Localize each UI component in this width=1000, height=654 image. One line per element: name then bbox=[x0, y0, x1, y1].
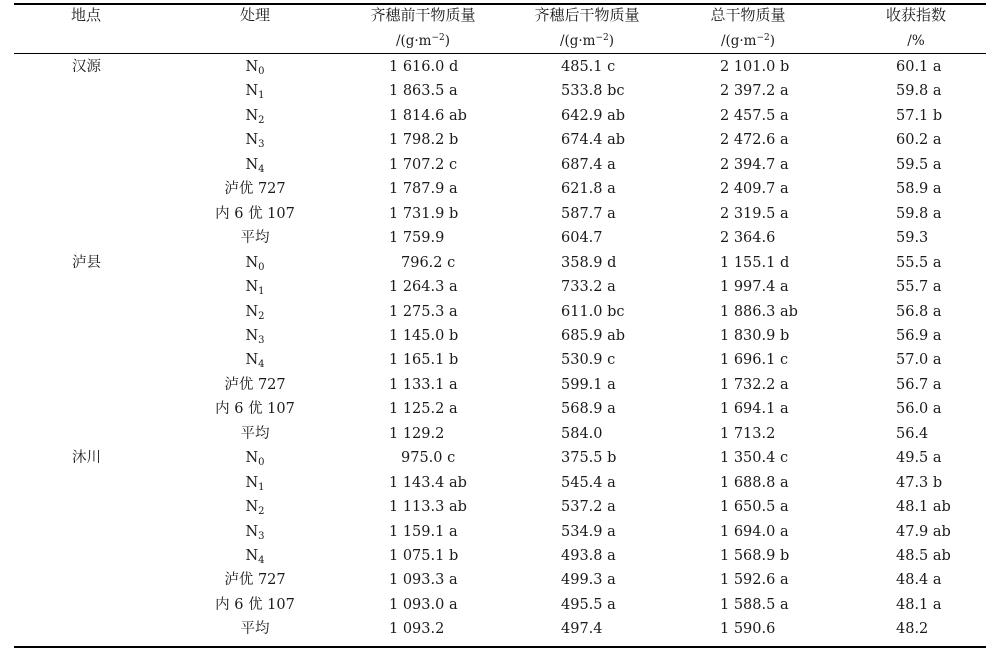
total-value: 1 592.6 a bbox=[720, 572, 789, 589]
post-heading-value: 533.8 bc bbox=[561, 83, 625, 100]
table-bottom-rule bbox=[14, 646, 986, 648]
harvest-index-value: 57.0 a bbox=[896, 352, 942, 369]
post-heading-value: 611.0 bc bbox=[561, 303, 625, 320]
treatment-cell: $N_0$ bbox=[245, 450, 265, 469]
treatment-cell: 泸优 727 bbox=[224, 181, 286, 198]
total-value: 1 886.3 ab bbox=[720, 303, 798, 320]
total-value: 1 590.6 bbox=[720, 621, 776, 638]
pre-heading-value: 1 731.9 b bbox=[389, 205, 459, 222]
treatment-cell: 泸优 727 bbox=[224, 572, 286, 589]
pre-heading-value: 1 093.2 bbox=[389, 621, 445, 638]
post-heading-value: 733.2 a bbox=[561, 279, 616, 296]
total-value: 1 830.9 b bbox=[720, 327, 790, 344]
pre-heading-value: 796.2 c bbox=[401, 254, 456, 271]
table-row bbox=[0, 324, 1000, 349]
header-post-heading-dry-matter: 齐穗后干物质量 bbox=[534, 6, 640, 24]
table-row bbox=[0, 177, 1000, 202]
harvest-index-value: 59.5 a bbox=[896, 156, 942, 173]
unit-post-heading: $/(g\cdot m^{-2})$ bbox=[559, 33, 615, 49]
post-heading-value: 642.9 ab bbox=[561, 107, 626, 124]
pre-heading-value: 1 165.1 b bbox=[389, 352, 459, 369]
harvest-index-value: 56.4 bbox=[896, 425, 929, 442]
treatment-cell: $N_1$ bbox=[245, 279, 265, 298]
table-row bbox=[0, 226, 1000, 251]
pre-heading-value: 1 075.1 b bbox=[389, 548, 459, 564]
header-location: 地点 bbox=[70, 6, 102, 24]
harvest-index-value: 59.8 a bbox=[896, 205, 942, 222]
table-row bbox=[0, 55, 1000, 80]
table-row bbox=[0, 128, 1000, 153]
total-value: 1 732.2 a bbox=[720, 376, 789, 393]
post-heading-value: 534.9 a bbox=[561, 523, 616, 540]
treatment-cell: $N_0$ bbox=[245, 254, 265, 273]
post-heading-value: 604.7 bbox=[561, 230, 603, 247]
table-row bbox=[0, 373, 1000, 398]
location-cell: 沐川 bbox=[72, 450, 101, 467]
harvest-index-value: 57.1 b bbox=[896, 107, 943, 124]
treatment-cell: 内 6 优 107 bbox=[215, 596, 295, 613]
table-row bbox=[0, 422, 1000, 447]
table-row bbox=[0, 202, 1000, 227]
table-row bbox=[0, 79, 1000, 104]
treatment-cell: $N_3$ bbox=[245, 523, 265, 542]
total-value: 2 101.0 b bbox=[720, 59, 790, 75]
treatment-cell: $N_3$ bbox=[245, 327, 265, 346]
pre-heading-value: 1 145.0 b bbox=[389, 327, 459, 344]
post-heading-value: 485.1 c bbox=[561, 59, 616, 75]
header-total-dry-matter: 总干物质量 bbox=[710, 6, 786, 24]
harvest-index-value: 59.8 a bbox=[896, 83, 942, 100]
pre-heading-value: 1 798.2 b bbox=[389, 132, 459, 149]
pre-heading-value: 1 093.0 a bbox=[389, 596, 458, 613]
table-row bbox=[0, 251, 1000, 276]
unit-total: $/(g\cdot m^{-2})$ bbox=[720, 33, 776, 49]
location-cell: 汉源 bbox=[72, 59, 101, 75]
total-value: 1 997.4 a bbox=[720, 279, 789, 296]
post-heading-value: 497.4 bbox=[561, 621, 603, 638]
table-row bbox=[0, 617, 1000, 642]
total-value: 1 694.1 a bbox=[720, 401, 789, 418]
table-top-rule bbox=[14, 3, 986, 5]
harvest-index-value: 47.3 b bbox=[896, 474, 943, 491]
total-value: 2 394.7 a bbox=[720, 156, 789, 173]
total-value: 1 155.1 d bbox=[720, 254, 790, 271]
total-value: 2 364.6 bbox=[720, 230, 776, 247]
pre-heading-value: 1 129.2 bbox=[389, 425, 445, 442]
treatment-cell: 泸优 727 bbox=[224, 376, 286, 393]
header-rule bbox=[14, 53, 986, 54]
location-cell: 泸县 bbox=[72, 254, 101, 271]
post-heading-value: 599.1 a bbox=[561, 376, 616, 393]
post-heading-value: 495.5 a bbox=[561, 596, 616, 613]
harvest-index-value: 55.5 a bbox=[896, 254, 942, 271]
harvest-index-value: 48.4 a bbox=[896, 572, 942, 589]
table-row bbox=[0, 348, 1000, 373]
harvest-index-value: 48.1 a bbox=[896, 596, 942, 613]
header-treatment: 处理 bbox=[239, 6, 271, 24]
treatment-cell: 平均 bbox=[240, 230, 270, 247]
header-harvest-index: 收获指数 bbox=[885, 6, 947, 24]
total-value: 2 457.5 a bbox=[720, 107, 789, 124]
pre-heading-value: 1 125.2 a bbox=[389, 401, 458, 418]
treatment-cell: $N_0$ bbox=[245, 59, 265, 77]
post-heading-value: 584.0 bbox=[561, 425, 603, 442]
harvest-index-value: 59.3 bbox=[896, 230, 929, 247]
pre-heading-value: 1 113.3 ab bbox=[389, 499, 467, 516]
total-value: 2 319.5 a bbox=[720, 205, 789, 222]
harvest-index-value: 47.9 ab bbox=[896, 523, 951, 540]
post-heading-value: 568.9 a bbox=[561, 401, 616, 418]
treatment-cell: $N_4$ bbox=[245, 156, 265, 175]
treatment-cell: 平均 bbox=[240, 621, 270, 638]
treatment-cell: 内 6 优 107 bbox=[215, 205, 295, 222]
table-row bbox=[0, 300, 1000, 325]
pre-heading-value: 1 616.0 d bbox=[389, 59, 459, 75]
harvest-index-value: 56.9 a bbox=[896, 327, 942, 344]
treatment-cell: 内 6 优 107 bbox=[215, 401, 295, 418]
treatment-cell: $N_4$ bbox=[245, 548, 265, 566]
post-heading-value: 493.8 a bbox=[561, 548, 616, 564]
post-heading-value: 674.4 ab bbox=[561, 132, 626, 149]
unit-harvest-index: /% bbox=[907, 33, 925, 49]
pre-heading-value: 1 159.1 a bbox=[389, 523, 458, 540]
harvest-index-value: 60.2 a bbox=[896, 132, 942, 149]
harvest-index-value: 56.0 a bbox=[896, 401, 942, 418]
pre-heading-value: 1 814.6 ab bbox=[389, 107, 467, 124]
treatment-cell: 平均 bbox=[240, 425, 270, 442]
post-heading-value: 621.8 a bbox=[561, 181, 616, 198]
total-value: 1 694.0 a bbox=[720, 523, 789, 540]
treatment-cell: $N_3$ bbox=[245, 132, 265, 151]
post-heading-value: 587.7 a bbox=[561, 205, 616, 222]
harvest-index-value: 60.1 a bbox=[896, 59, 942, 75]
total-value: 1 588.5 a bbox=[720, 596, 789, 613]
table-row bbox=[0, 495, 1000, 520]
total-value: 1 568.9 b bbox=[720, 548, 790, 564]
total-value: 1 713.2 bbox=[720, 425, 776, 442]
pre-heading-value: 1 759.9 bbox=[389, 230, 445, 247]
total-value: 2 397.2 a bbox=[720, 83, 789, 100]
post-heading-value: 375.5 b bbox=[561, 450, 617, 467]
post-heading-value: 545.4 a bbox=[561, 474, 616, 491]
unit-pre-heading: $/(g\cdot m^{-2})$ bbox=[395, 33, 451, 49]
pre-heading-value: 1 133.1 a bbox=[389, 376, 458, 393]
table-row bbox=[0, 520, 1000, 545]
table-row bbox=[0, 544, 1000, 569]
table-row bbox=[0, 104, 1000, 129]
pre-heading-value: 1 787.9 a bbox=[389, 181, 458, 198]
post-heading-value: 358.9 d bbox=[561, 254, 617, 271]
total-value: 1 350.4 c bbox=[720, 450, 789, 467]
pre-heading-value: 1 707.2 c bbox=[389, 156, 458, 173]
total-value: 1 688.8 a bbox=[720, 474, 789, 491]
table-row bbox=[0, 446, 1000, 471]
treatment-cell: $N_1$ bbox=[245, 83, 265, 102]
pre-heading-value: 1 264.3 a bbox=[389, 279, 458, 296]
harvest-index-value: 55.7 a bbox=[896, 279, 942, 296]
pre-heading-value: 1 275.3 a bbox=[389, 303, 458, 320]
harvest-index-value: 48.5 ab bbox=[896, 548, 951, 564]
harvest-index-value: 58.9 a bbox=[896, 181, 942, 198]
pre-heading-value: 1 143.4 ab bbox=[389, 474, 467, 491]
treatment-cell: $N_2$ bbox=[245, 107, 265, 126]
post-heading-value: 530.9 c bbox=[561, 352, 616, 369]
total-value: 2 409.7 a bbox=[720, 181, 789, 198]
total-value: 1 650.5 a bbox=[720, 499, 789, 516]
post-heading-value: 499.3 a bbox=[561, 572, 616, 589]
post-heading-value: 687.4 a bbox=[561, 156, 616, 173]
harvest-index-value: 48.1 ab bbox=[896, 499, 951, 516]
total-value: 1 696.1 c bbox=[720, 352, 789, 369]
pre-heading-value: 1 863.5 a bbox=[389, 83, 458, 100]
post-heading-value: 537.2 a bbox=[561, 499, 616, 516]
table-row bbox=[0, 568, 1000, 593]
harvest-index-value: 56.7 a bbox=[896, 376, 942, 393]
table-row bbox=[0, 153, 1000, 178]
pre-heading-value: 975.0 c bbox=[401, 450, 456, 467]
header-pre-heading-dry-matter: 齐穗前干物质量 bbox=[370, 6, 476, 24]
table-row bbox=[0, 397, 1000, 422]
table-row bbox=[0, 593, 1000, 618]
post-heading-value: 685.9 ab bbox=[561, 327, 626, 344]
harvest-index-value: 48.2 bbox=[896, 621, 929, 638]
treatment-cell: $N_2$ bbox=[245, 499, 265, 518]
treatment-cell: $N_1$ bbox=[245, 474, 265, 493]
treatment-cell: $N_4$ bbox=[245, 352, 265, 371]
table-row bbox=[0, 471, 1000, 496]
harvest-index-value: 56.8 a bbox=[896, 303, 942, 320]
table-row bbox=[0, 275, 1000, 300]
treatment-cell: $N_2$ bbox=[245, 303, 265, 322]
harvest-index-value: 49.5 a bbox=[896, 450, 942, 467]
total-value: 2 472.6 a bbox=[720, 132, 789, 149]
pre-heading-value: 1 093.3 a bbox=[389, 572, 458, 589]
